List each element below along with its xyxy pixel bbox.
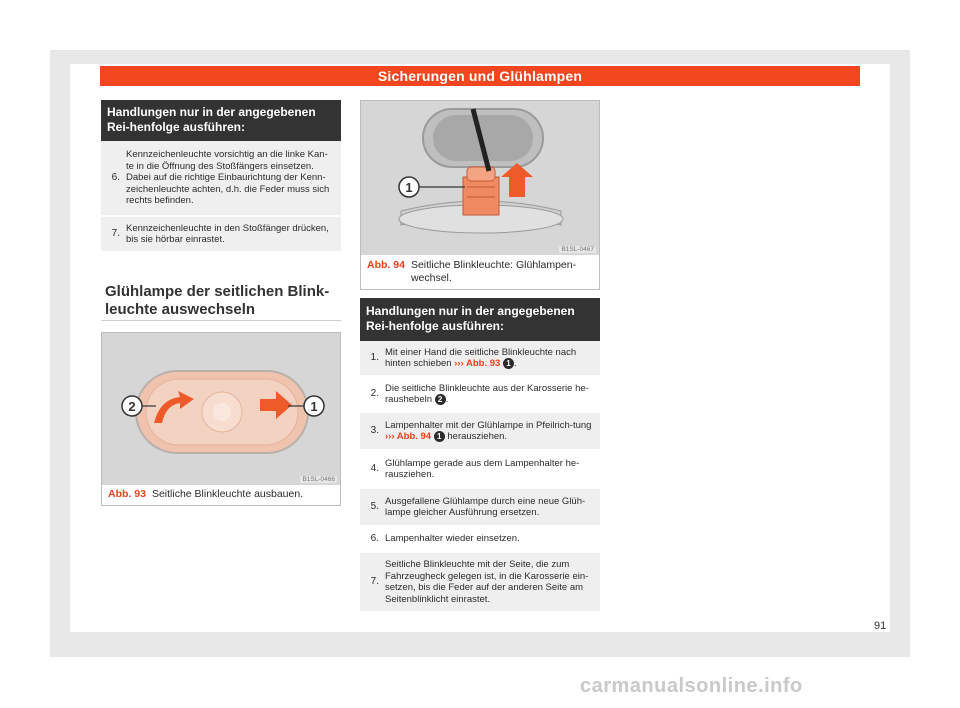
watermark: carmanualsonline.info [580,675,803,697]
step-text: Kennzeichenleuchte vorsichtig an die linke Kan-te in die Öffnung des Stoßfängers einsetzen. Dabei auf die richtige Einbaurichtung der Kenn-zeichenleuchte achten, d.h. die Feder muss sich rechts befinden. [126,149,330,207]
table-row [101,217,341,253]
step-number: 5. [370,501,379,513]
step-text: Seitliche Blinkleuchte mit der Seite, die zum Fahrzeugheck gelegen ist, in die Karosserie ein-setzen, bis die Feder auf der anderen Seite am Seitenblinklicht einrastet. [385,559,589,605]
figure-94 [360,100,600,290]
step-text: Ausgefallene Glühlampe durch eine neue Glüh-lampe gleicher Ausführung ersetzen. [385,495,586,518]
table-row [101,141,341,217]
figure-caption [102,484,340,505]
step-text: Lampenhalter wieder einsetzen. [385,533,520,545]
step-number: 3. [370,425,379,437]
left-column [101,100,341,253]
table-row [360,527,600,553]
svg-text:1: 1 [405,180,413,195]
step-number: 7. [370,576,379,588]
step-number: 4. [370,463,379,475]
left-steps-table [101,100,341,253]
step-text: Lampenhalter mit der Glühlampe in Pfeilrich-tung ››› Abb. 94 1 herausziehen. [385,419,592,442]
figure-94-image [361,101,599,255]
table-row [360,377,600,413]
section-divider [101,320,341,321]
chapter-header: Sicherungen und Glühlampen [100,66,860,86]
table-row [360,413,600,451]
figure-caption [361,255,599,289]
table-heading: Handlungen nur in der angegebenen Rei-henfolge ausführen: [360,298,600,341]
step-number: 7. [111,228,120,240]
figure-93-image [102,333,340,485]
table-row [360,341,600,377]
table-heading: Handlungen nur in der angegebenen Rei-henfolge ausführen: [101,100,341,141]
callout-badge: 1 [434,431,445,442]
figure-label: Abb. 93 [108,488,146,500]
svg-text:1: 1 [310,399,318,414]
table-row [360,451,600,489]
figure-reference-link[interactable]: ››› Abb. 94 [385,431,432,442]
section-title: Glühlampe der seitlichen Blink-leuchte auswechseln [105,283,330,318]
caption-text: Seitliche Blinkleuchte: Glühlampen-wechsel. [410,259,577,284]
step-number: 6. [370,533,379,545]
middle-steps-column [360,298,600,613]
figure-code: B1SL-0467 [561,246,594,253]
figure-93 [101,332,341,506]
callout-badge: 1 [503,358,514,369]
callout-badge: 2 [435,394,446,405]
figure-label: Abb. 94 [367,259,405,271]
right-steps-table [360,298,600,613]
figure-reference-link[interactable]: ››› Abb. 93 [454,358,501,369]
bulb-holder-illustration [361,101,599,255]
step-text: Kennzeichenleuchte in den Stoßfänger drücken, bis sie hörbar einrastet. [126,222,329,245]
table-row [360,489,600,527]
step-text: Mit einer Hand die seitliche Blinkleuchte nach hinten schieben ››› Abb. 93 1 . [385,346,577,369]
caption-text: Seitliche Blinkleuchte ausbauen. [151,488,304,500]
figure-code: B1SL-0466 [302,476,335,483]
step-text: Die seitliche Blinkleuchte aus der Karosserie he-raushebeln 2 . [385,382,589,405]
step-number: 1. [370,352,379,364]
page-number: 91 [874,620,887,632]
side-indicator-illustration [102,333,340,485]
svg-text:2: 2 [128,399,136,414]
step-text: Glühlampe gerade aus dem Lampenhalter he-rausziehen. [385,457,580,480]
step-number: 6. [111,172,120,184]
step-number: 2. [370,388,379,400]
table-row [360,553,600,613]
